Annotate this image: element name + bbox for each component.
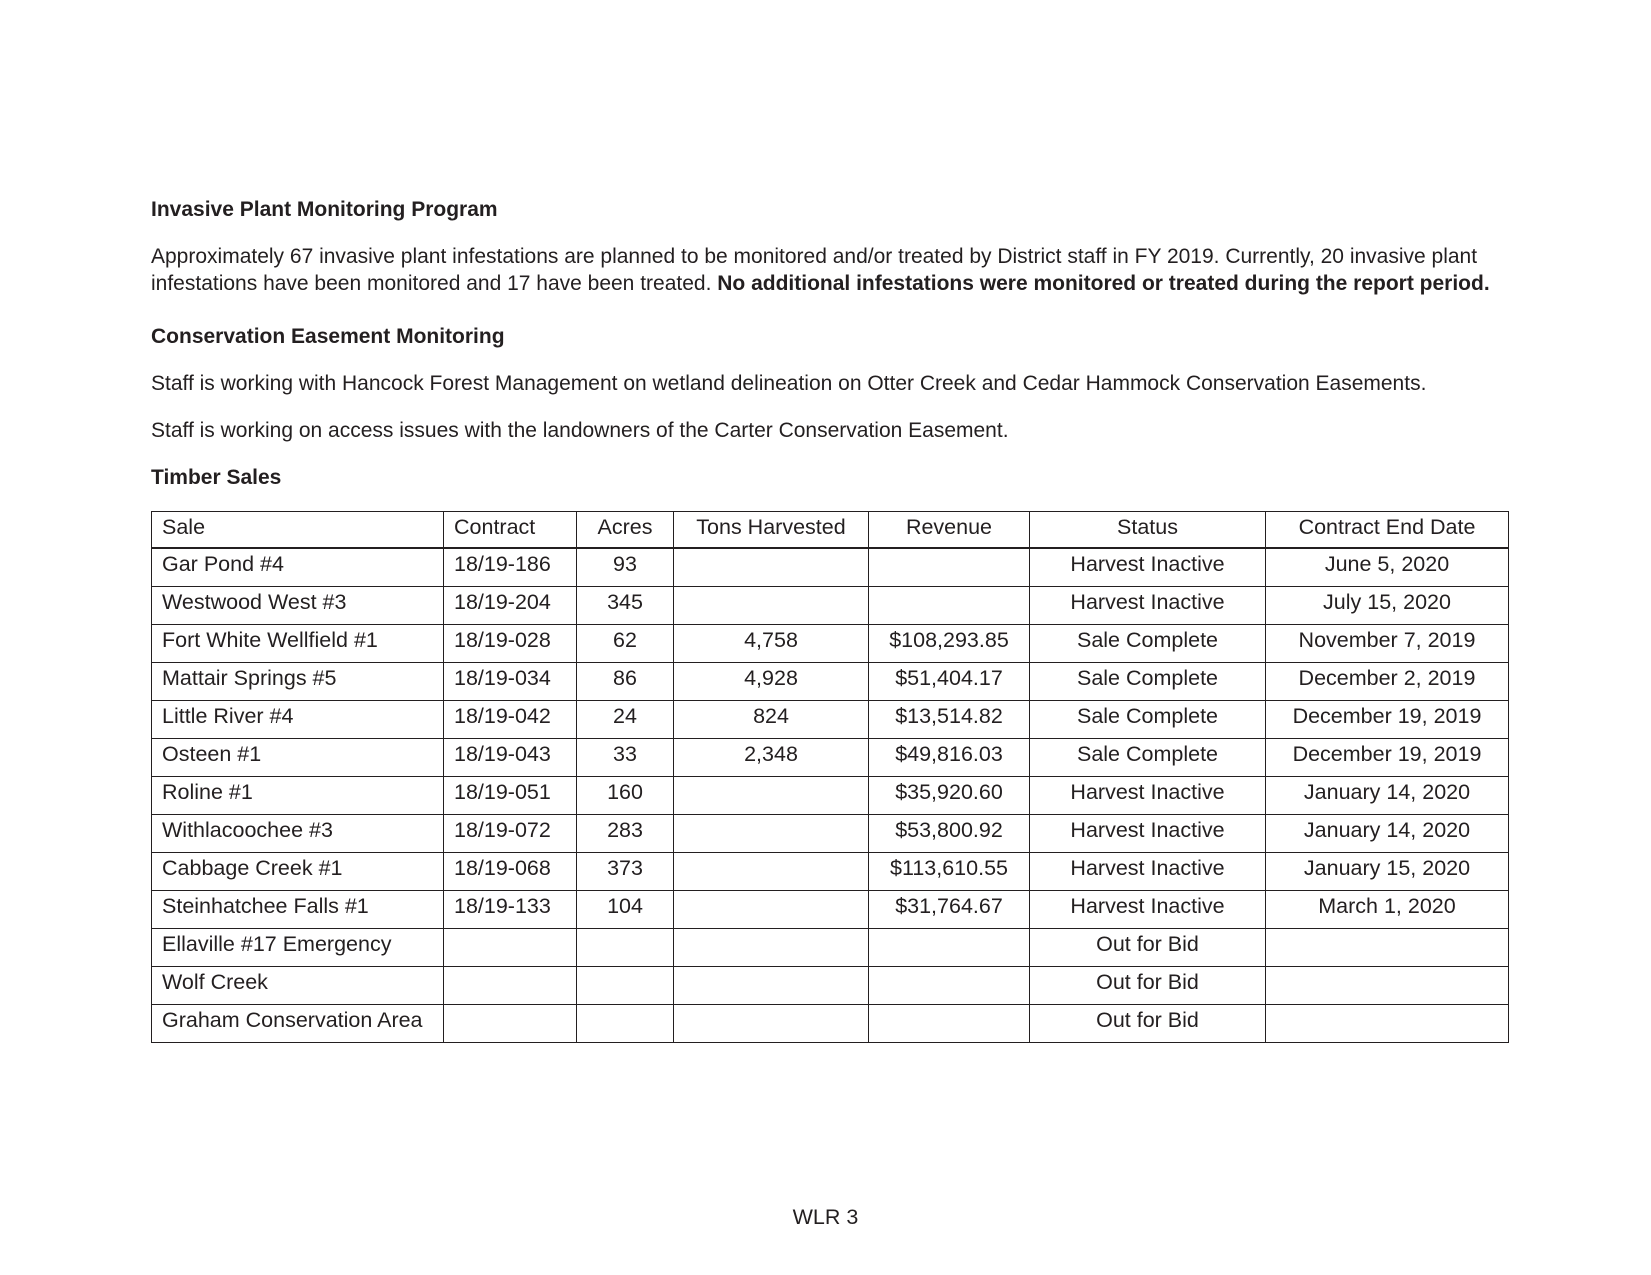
cell-contract: 18/19-043 (444, 739, 577, 777)
cell-revenue: $53,800.92 (869, 815, 1030, 853)
table-row (152, 777, 1509, 815)
header-tons-harvested: Tons Harvested (674, 512, 869, 549)
table-row (152, 663, 1509, 701)
cell-status: Sale Complete (1030, 625, 1266, 663)
cell-tons-harvested (674, 548, 869, 587)
cell-revenue (869, 548, 1030, 587)
cell-sale: Osteen #1 (152, 739, 444, 777)
cell-tons-harvested (674, 815, 869, 853)
cell-contract: 18/19-042 (444, 701, 577, 739)
table-row (152, 739, 1509, 777)
cell-sale: Fort White Wellfield #1 (152, 625, 444, 663)
cell-acres (577, 929, 674, 967)
cell-acres: 373 (577, 853, 674, 891)
cell-status: Harvest Inactive (1030, 587, 1266, 625)
invasive-bold-text: No additional infestations were monitored or treated during the report period. (717, 272, 1490, 295)
cell-contract: 18/19-072 (444, 815, 577, 853)
table-header-row (152, 512, 1509, 549)
cell-status: Sale Complete (1030, 739, 1266, 777)
cell-status: Sale Complete (1030, 663, 1266, 701)
cell-acres (577, 967, 674, 1005)
cell-status: Harvest Inactive (1030, 548, 1266, 587)
cell-contract: 18/19-133 (444, 891, 577, 929)
cell-contract: 18/19-034 (444, 663, 577, 701)
cell-acres (577, 1005, 674, 1043)
cell-status: Harvest Inactive (1030, 815, 1266, 853)
cell-sale: Wolf Creek (152, 967, 444, 1005)
cell-acres: 345 (577, 587, 674, 625)
cell-tons-harvested: 824 (674, 701, 869, 739)
cell-contract-end-date: January 15, 2020 (1266, 853, 1509, 891)
table-row (152, 625, 1509, 663)
table-row (152, 587, 1509, 625)
timber-heading: Timber Sales (151, 466, 282, 489)
cell-status: Out for Bid (1030, 1005, 1266, 1043)
cell-status: Harvest Inactive (1030, 891, 1266, 929)
header-contract-end-date: Contract End Date (1266, 512, 1509, 549)
cell-contract (444, 967, 577, 1005)
table-row (152, 548, 1509, 587)
cell-contract-end-date: July 15, 2020 (1266, 587, 1509, 625)
cell-acres: 283 (577, 815, 674, 853)
cell-sale: Withlacoochee #3 (152, 815, 444, 853)
cell-revenue: $35,920.60 (869, 777, 1030, 815)
cell-contract: 18/19-028 (444, 625, 577, 663)
cell-contract-end-date (1266, 967, 1509, 1005)
cell-sale: Ellaville #17 Emergency (152, 929, 444, 967)
cell-status: Harvest Inactive (1030, 777, 1266, 815)
cell-contract (444, 929, 577, 967)
cell-contract-end-date: June 5, 2020 (1266, 548, 1509, 587)
cell-sale: Little River #4 (152, 701, 444, 739)
table-row (152, 891, 1509, 929)
invasive-heading: Invasive Plant Monitoring Program (151, 198, 498, 221)
cell-acres: 24 (577, 701, 674, 739)
cell-tons-harvested: 2,348 (674, 739, 869, 777)
cell-status: Out for Bid (1030, 967, 1266, 1005)
header-revenue: Revenue (869, 512, 1030, 549)
cell-contract: 18/19-051 (444, 777, 577, 815)
cell-contract-end-date: December 2, 2019 (1266, 663, 1509, 701)
cell-contract: 18/19-204 (444, 587, 577, 625)
timber-sales-table (151, 511, 1509, 1043)
document-page (151, 196, 1509, 1043)
cell-tons-harvested: 4,758 (674, 625, 869, 663)
cell-contract-end-date: November 7, 2019 (1266, 625, 1509, 663)
cell-tons-harvested (674, 929, 869, 967)
cell-status: Out for Bid (1030, 929, 1266, 967)
cell-contract (444, 1005, 577, 1043)
cell-contract-end-date: December 19, 2019 (1266, 701, 1509, 739)
table-row (152, 701, 1509, 739)
invasive-paragraph (151, 243, 1509, 297)
cell-revenue (869, 1005, 1030, 1043)
cell-tons-harvested: 4,928 (674, 663, 869, 701)
cell-sale: Westwood West #3 (152, 587, 444, 625)
cell-sale: Mattair Springs #5 (152, 663, 444, 701)
table-row (152, 815, 1509, 853)
header-status: Status (1030, 512, 1266, 549)
cell-tons-harvested (674, 587, 869, 625)
easement-paragraph-2: Staff is working on access issues with the landowners of the Carter Conservation Easement. (151, 419, 1009, 442)
cell-contract-end-date: January 14, 2020 (1266, 815, 1509, 853)
header-acres: Acres (577, 512, 674, 549)
cell-tons-harvested (674, 967, 869, 1005)
cell-sale: Steinhatchee Falls #1 (152, 891, 444, 929)
table-row (152, 1005, 1509, 1043)
cell-contract-end-date: January 14, 2020 (1266, 777, 1509, 815)
page-footer: WLR 3 (792, 1205, 859, 1229)
cell-sale: Cabbage Creek #1 (152, 853, 444, 891)
easement-paragraph-1: Staff is working with Hancock Forest Management on wetland delineation on Otter Creek and Cedar Hammock Conservation Easements. (151, 372, 1427, 395)
easement-heading: Conservation Easement Monitoring (151, 325, 505, 348)
cell-tons-harvested (674, 1005, 869, 1043)
cell-sale: Graham Conservation Area (152, 1005, 444, 1043)
cell-tons-harvested (674, 891, 869, 929)
cell-acres: 93 (577, 548, 674, 587)
cell-contract-end-date: March 1, 2020 (1266, 891, 1509, 929)
cell-contract-end-date (1266, 929, 1509, 967)
cell-contract: 18/19-068 (444, 853, 577, 891)
cell-sale: Roline #1 (152, 777, 444, 815)
cell-revenue (869, 929, 1030, 967)
cell-tons-harvested (674, 777, 869, 815)
cell-contract-end-date (1266, 1005, 1509, 1043)
table-body (152, 548, 1509, 1043)
cell-acres: 33 (577, 739, 674, 777)
cell-status: Harvest Inactive (1030, 853, 1266, 891)
invasive-text: Approximately 67 invasive plant infestations are planned to be monitored and/or treated by District staff in FY 2019. Currently, 20 invasive plant infestations have been monitored and 17 have been treated. (151, 245, 1478, 295)
cell-acres: 62 (577, 625, 674, 663)
cell-tons-harvested (674, 853, 869, 891)
cell-acres: 160 (577, 777, 674, 815)
cell-revenue: $113,610.55 (869, 853, 1030, 891)
table-row (152, 853, 1509, 891)
table-row (152, 929, 1509, 967)
cell-status: Sale Complete (1030, 701, 1266, 739)
cell-revenue (869, 967, 1030, 1005)
header-contract: Contract (444, 512, 577, 549)
cell-revenue: $49,816.03 (869, 739, 1030, 777)
cell-revenue: $13,514.82 (869, 701, 1030, 739)
cell-acres: 86 (577, 663, 674, 701)
cell-contract-end-date: December 19, 2019 (1266, 739, 1509, 777)
cell-sale: Gar Pond #4 (152, 548, 444, 587)
cell-contract: 18/19-186 (444, 548, 577, 587)
cell-revenue: $108,293.85 (869, 625, 1030, 663)
cell-revenue: $31,764.67 (869, 891, 1030, 929)
header-sale: Sale (152, 512, 444, 549)
cell-revenue (869, 587, 1030, 625)
table-row (152, 967, 1509, 1005)
cell-revenue: $51,404.17 (869, 663, 1030, 701)
cell-acres: 104 (577, 891, 674, 929)
